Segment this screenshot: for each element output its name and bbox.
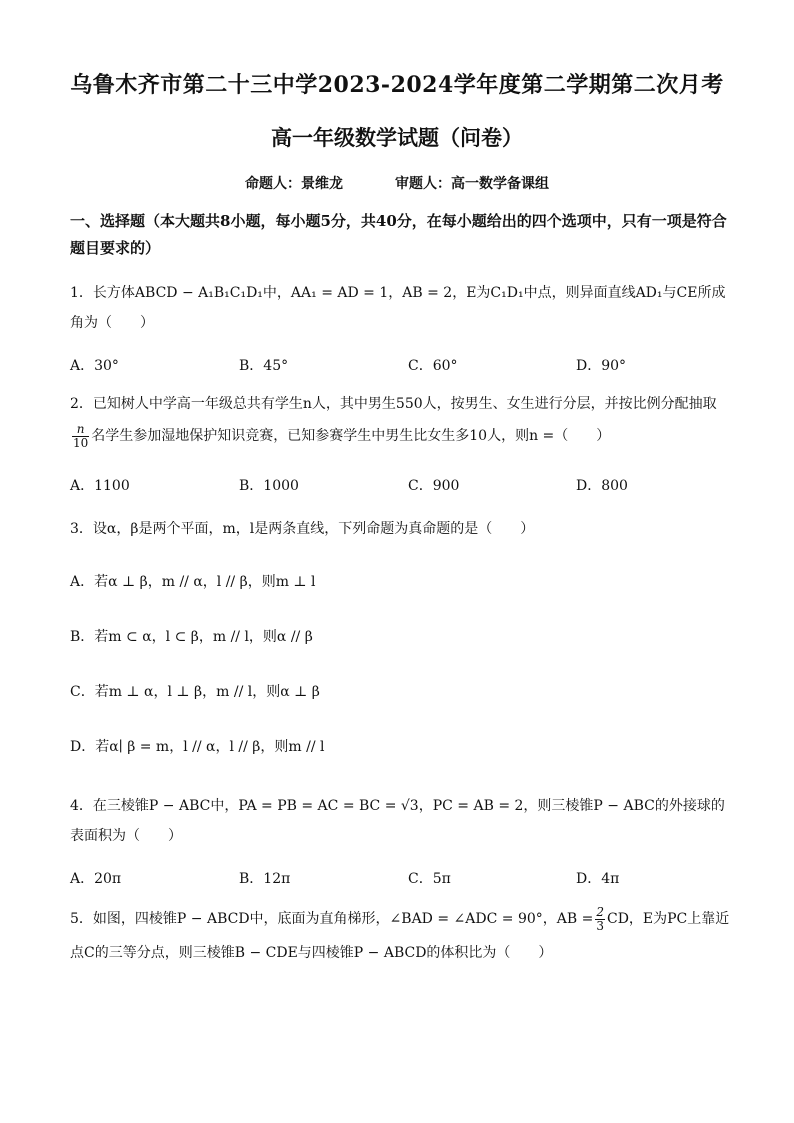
q1-option-d: D．90° bbox=[576, 358, 627, 374]
q3-option-c: C．若m ⊥ α，l ⊥ β，m // l，则α ⊥ β bbox=[70, 684, 320, 700]
q5-fraction bbox=[595, 906, 605, 933]
exam-subtitle: 高一年级数学试题（问卷） bbox=[271, 125, 523, 150]
q5-frac-denominator: 3 bbox=[596, 918, 604, 933]
q2-option-d: D．800 bbox=[576, 478, 628, 494]
q2-frac-denominator: 10 bbox=[73, 435, 89, 450]
question-3-stem: 3．设α，β是两个平面，m，l是两条直线，下列命题为真命题的是（ ） bbox=[70, 521, 535, 537]
setter-label: 命题人：景维龙 bbox=[245, 176, 343, 192]
exam-title: 乌鲁木齐市第二十三中学2023-2024学年度第二学期第二次月考 bbox=[70, 72, 724, 98]
question-1-stem: 1．长方体ABCD − A₁B₁C₁D₁中，AA₁ = AD = 1，AB = 2，E为C₁D₁中点，则异面直线AD₁与CE所成角为（ ） bbox=[70, 285, 726, 331]
q2-stem-part1: 2．已知树人中学高一年级总共有学生n人，其中男生550人，按男生、女生进行分层，并按比例分配抽取 bbox=[70, 396, 717, 412]
q4-option-d: D．4π bbox=[576, 871, 620, 887]
q4-option-c: C．5π bbox=[408, 871, 451, 887]
q3-option-d: D．若α∣ β = m，l // α，l // β，则m // l bbox=[70, 739, 325, 755]
q1-option-c: C．60° bbox=[408, 358, 458, 374]
q5-stem-part2: CD，E为PC上靠近点C的三等分点，则三棱锥B − CDE与四棱锥P − ABCD的体积比为（ ） bbox=[70, 911, 730, 961]
q1-option-b: B．45° bbox=[239, 358, 289, 374]
question-5-stem bbox=[70, 902, 735, 970]
q4-option-b: B．12π bbox=[239, 871, 291, 887]
q5-frac-numerator: 2 bbox=[596, 904, 604, 919]
q3-option-b: B．若m ⊂ α，l ⊂ β，m // l，则α // β bbox=[70, 629, 313, 645]
authors-line bbox=[0, 173, 794, 193]
q5-stem-part1: 5．如图，四棱锥P − ABCD中，底面为直角梯形，∠BAD = ∠ADC = 90°，AB = bbox=[70, 911, 594, 927]
q2-frac-numerator: n bbox=[72, 423, 89, 437]
q2-option-a: A．1100 bbox=[70, 478, 130, 494]
q2-stem-part2: 名学生参加湿地保护知识竞赛，已知参赛学生中男生比女生多10人，则n =（ ） bbox=[91, 428, 611, 444]
q3-option-a: A．若α ⊥ β，m // α，l // β，则m ⊥ l bbox=[70, 574, 316, 590]
q1-option-a: A．30° bbox=[70, 358, 119, 374]
q2-option-b: B．1000 bbox=[239, 478, 299, 494]
q2-option-c: C．900 bbox=[408, 478, 460, 494]
question-2-stem bbox=[70, 388, 735, 452]
q2-fraction bbox=[72, 423, 89, 450]
reviewer-label: 审题人：高一数学备课组 bbox=[395, 176, 549, 192]
section-heading: 一、选择题（本大题共8小题，每小题5分，共40分，在每小题给出的四个选项中，只有一项是符合题目要求的） bbox=[70, 212, 727, 257]
q4-option-a: A．20π bbox=[70, 871, 122, 887]
question-4-stem: 4．在三棱锥P − ABC中，PA = PB = AC = BC = √3，PC = AB = 2，则三棱锥P − ABC的外接球的表面积为（ ） bbox=[70, 798, 725, 844]
